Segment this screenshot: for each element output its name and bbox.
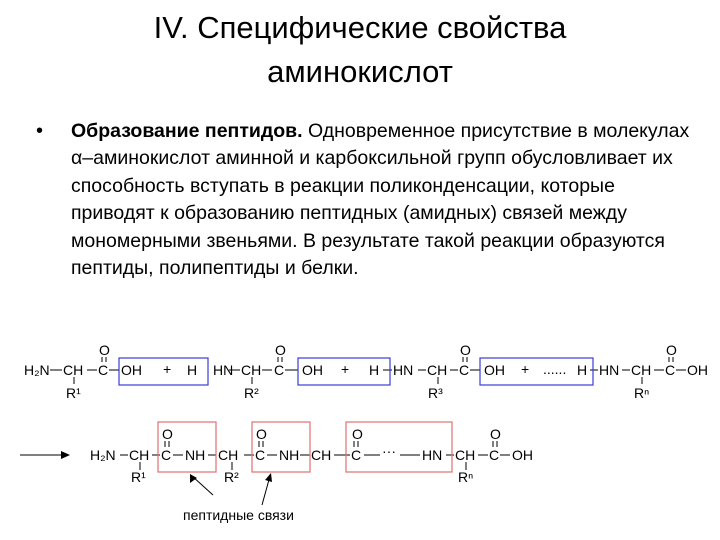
plus-sign: + [163, 361, 172, 377]
hydroxyl-group: OH [121, 362, 142, 378]
bullet-paragraph [71, 118, 701, 282]
plus-sign: + [521, 361, 530, 377]
side-chain-r1: R¹ [66, 385, 81, 401]
carbonyl-carbon: C [665, 362, 676, 378]
title-line-2: аминокислот [267, 54, 453, 89]
carbonyl-carbon: C [98, 362, 109, 378]
peptide-reaction-scheme [0, 330, 720, 540]
peptide-bonds-label: пептидные связи [183, 507, 294, 523]
imino-group: HN [599, 362, 620, 378]
amino-group: H₂N [24, 362, 50, 378]
carbonyl-oxygen: O [256, 426, 267, 442]
ellipsis: ...... [543, 361, 567, 377]
carbonyl-oxygen: O [352, 426, 363, 442]
imino-group: HN [393, 362, 414, 378]
alpha-carbon: CH [218, 447, 239, 463]
carbonyl-oxygen: O [162, 426, 173, 442]
hydrogen-atom: H [187, 362, 198, 378]
chain-ellipsis: ··· [382, 443, 396, 459]
alpha-carbon: CH [455, 447, 476, 463]
side-chain-r3: R³ [428, 385, 443, 401]
bullet-heading: Образование пептидов. [71, 120, 303, 142]
hydroxyl-group: OH [302, 362, 323, 378]
carbonyl-oxygen: O [490, 426, 501, 442]
carbonyl-carbon: C [459, 362, 470, 378]
amide-nh: NH [279, 447, 300, 463]
hydroxyl-group: OH [484, 362, 505, 378]
hydroxyl-group: OH [512, 447, 533, 463]
side-chain-rn: Rⁿ [634, 385, 650, 401]
annotation-arrow-head-1 [190, 474, 197, 483]
side-chain-r2: R² [244, 385, 259, 401]
alpha-carbon: CH [129, 447, 150, 463]
hydrogen-atom: H [577, 362, 588, 378]
carbonyl-carbon: C [255, 447, 266, 463]
alpha-carbon: CH [241, 362, 262, 378]
imino-group: HN [213, 362, 234, 378]
imino-group: HN [422, 447, 443, 463]
alpha-carbon: CH [427, 362, 448, 378]
side-chain-r2: R² [224, 469, 239, 485]
carbonyl-carbon: C [351, 447, 362, 463]
amino-group: H₂N [90, 447, 116, 463]
side-chain-r1: R¹ [131, 469, 146, 485]
alpha-carbon: CH [63, 362, 84, 378]
bullet-marker: • [36, 120, 44, 142]
alpha-carbon: CH [311, 447, 332, 463]
hydroxyl-group: OH [687, 362, 708, 378]
carbonyl-carbon: C [489, 447, 500, 463]
carbonyl-oxygen: O [460, 342, 471, 358]
hydrogen-atom: H [369, 362, 380, 378]
title-line-1: IV. Специфические свойства [153, 10, 567, 45]
amide-nh: NH [185, 447, 206, 463]
carbonyl-carbon: C [161, 447, 172, 463]
side-chain-rn: Rⁿ [458, 469, 474, 485]
carbonyl-oxygen: O [666, 342, 677, 358]
bullet-body: Одновременное присутствие в молекулах α–аминокислот аминной и карбоксильной групп обусловливает их способность вступать в реакции поликонденсации, которые приводят к образованию пептидных (амидных) связей между мономерными звеньями. В результате такой реакции образуются пептиды, полипептиды и белки. [71, 120, 690, 280]
alpha-carbon: CH [631, 362, 652, 378]
reaction-arrow-head [61, 451, 70, 459]
carbonyl-oxygen: O [275, 342, 286, 358]
plus-sign: + [341, 361, 350, 377]
annotation-arrow-head-2 [265, 473, 272, 482]
carbonyl-oxygen: O [99, 342, 110, 358]
carbonyl-carbon: C [274, 362, 285, 378]
slide-title [0, 6, 720, 94]
